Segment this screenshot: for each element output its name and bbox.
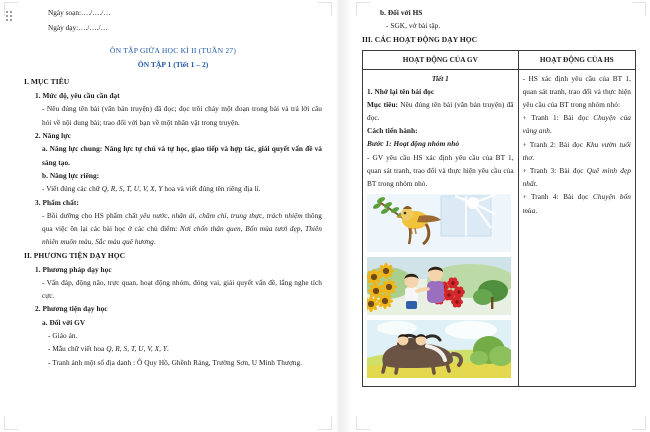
tranh-item: + Tranh 2: Bài đọc Khu vườn tuổi thơ.: [522, 139, 631, 162]
column-header-gv: HOẠT ĐỘNG CỦA GV: [363, 50, 519, 69]
sub-subsection-heading: b. Đối với HS: [380, 8, 423, 17]
body-paragraph: - GV yêu cầu HS xác định yêu cầu của BT 1, quan sát tranh, trao đổi và thực hiện yêu cầu của BT trong nhóm nhỏ.: [367, 152, 514, 189]
quality-paragraph: - Bồi dưỡng cho HS phẩm chất yêu nước, nhân ái, chăm chỉ, trung thực, trách nhiệm thông qua việc ôn lại các bài học ở các chủ điểm: Nơi chốn thân quen, Bốn mùa tươi đẹp, Thiên nhiên muôn màu, Sắc màu quê hương.: [42, 211, 322, 247]
page-title-sub: ÔN TẬP 1 (Tiết 1 – 2): [137, 60, 209, 69]
page-title-main: ÔN TẬP GIỮA HỌC KÌ II (TUẦN 27): [109, 46, 237, 55]
tiet-label: Tiết 1: [431, 73, 449, 83]
subsection-heading: 3. Phẩm chất:: [35, 197, 79, 207]
body-paragraph: - SGK, vở bài tập.: [386, 21, 441, 31]
body-paragraph: - Nêu đúng tên bài (văn bản truyện) đã đọc; đọc trôi chảy một đoạn trong bài và trả lời câu hỏi về nội dung bài; trao đổi với bạn về một nhân vật trong truyện.: [42, 104, 322, 127]
left-page-body: [24, 75, 322, 369]
section-heading: I. MỤC TIÊU: [24, 77, 70, 86]
body-paragraph: - Tranh ảnh một số địa danh : Ô Quy Hồ, Ghềnh Ráng, Trường Sơn, U Minh Thượng.: [48, 357, 303, 367]
subsection-heading: 1. Mức độ, yêu cầu cần đạt: [35, 91, 120, 100]
cell-gv-activities: [363, 69, 519, 387]
body-paragraph: - HS xác định yêu cầu của BT 1, quan sát tranh, trao đổi và thực hiện yêu cầu của BT trong nhóm nhỏ:: [522, 73, 631, 110]
tranh-item: + Tranh 3: Bài đọc Quê mình đẹp nhất.: [522, 166, 631, 189]
table-row: [363, 69, 636, 387]
labelled-paragraph: Mục tiêu: Nêu đúng tên bài (văn bản truyện) đã đọc.: [367, 99, 514, 123]
ngay-day-line: Ngày dạy:…./…./…: [48, 22, 108, 32]
right-page-intro: [362, 6, 636, 47]
body-paragraph: - Giáo án.: [48, 331, 78, 341]
sub-subsection-heading: b. Năng lực riêng:: [42, 171, 100, 181]
activity-step-heading: Bước 1: Hoạt động nhóm nhỏ: [367, 139, 460, 149]
subsection-heading: 2. Năng lực: [35, 130, 71, 140]
ngay-soan-line: Ngày soạn:…./…./…: [48, 8, 111, 17]
page-separator: [336, 0, 352, 432]
tranh-item: + Tranh 1: Bài đọc Chuyện của vàng anh.: [522, 113, 631, 136]
teaching-activities-table: [362, 50, 636, 388]
crop-mark-bottom-right: [632, 416, 646, 430]
activity-heading: 1. Nhớ lại tên bài đọc: [367, 86, 435, 96]
crop-mark-bottom-left: [4, 416, 18, 430]
body-paragraph: - Vấn đáp, động não, trực quan, hoạt động nhóm, đóng vai, giải quyết vấn đề, lắng nghe tích cực.: [42, 278, 322, 301]
letters-paragraph: - Viết đúng các chữ Q, R, S, T, U, V, X, Y hoa và viết đúng tên riêng địa lí.: [42, 184, 261, 194]
figure-children-resting-buffalo: [367, 320, 511, 378]
table-header-row: [363, 50, 636, 69]
figure-father-child-garden: [367, 257, 511, 315]
gv-text-blocks: [367, 85, 514, 191]
activity-heading: Cách tiến hành:: [367, 126, 418, 136]
section-heading: III. CÁC HOẠT ĐỘNG DẠY HỌC: [362, 34, 478, 44]
tranh-item: + Tranh 4: Bài đọc Chuyện bốn mùa.: [522, 192, 631, 215]
crop-mark-bottom-right: [318, 416, 332, 430]
document-page-right[interactable]: [352, 0, 650, 432]
labelled-paragraph: a. Năng lực chung: Năng lực tự chủ và tự học, giao tiếp và hợp tác, giải quyết vấn đề và sáng tạo.: [42, 144, 323, 167]
subsection-heading: 1. Phương pháp dạy học: [35, 264, 112, 274]
cell-hs-activities: [518, 69, 635, 387]
paragraph-drag-handle-icon[interactable]: [6, 11, 12, 23]
sub-subsection-heading: a. Đối với GV: [42, 317, 86, 327]
crop-mark-bottom-left: [356, 416, 370, 430]
section-heading: II. PHƯƠNG TIỆN DẠY HỌC: [24, 250, 126, 260]
hs-text-blocks: [523, 72, 631, 217]
subsection-heading: 2. Phương tiện dạy học: [35, 304, 108, 314]
figure-bird-on-branch: [367, 194, 511, 252]
letters-paragraph: - Mẫu chữ viết hoa Q, R, S, T, U, V, X, Y.: [48, 344, 169, 354]
column-header-hs: HOẠT ĐỘNG CỦA HS: [518, 50, 635, 69]
gv-figure-group: [367, 194, 514, 378]
